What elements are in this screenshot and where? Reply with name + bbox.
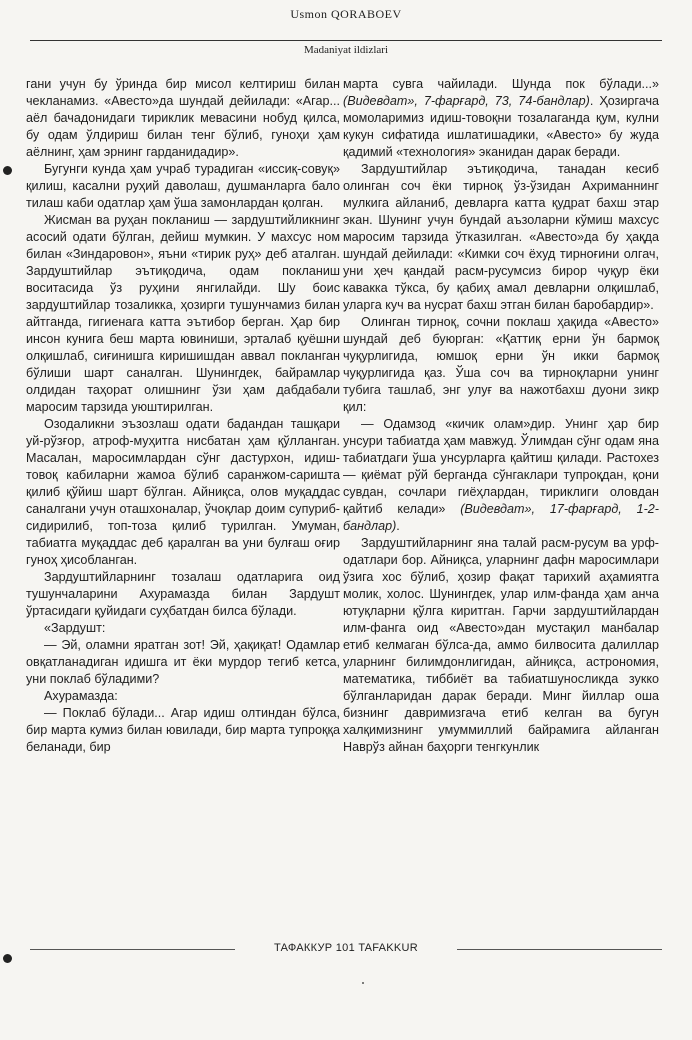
paragraph: Зардуштийлар эътиқодича, танадан кесиб олинган соч ёки тирноқ ўз-ўзидан Ахриманнинг мулкига айланиб, девларга катта қудрат бахш этар экан. Шунинг учун бундай аъзоларни кўмиш махсус маросим тарзида ўтказилган. «Авесто»да бу ҳақда шундай дейилади: «Кимки соч ёхуд тирноғини олгач, уни ҳеч қандай расм-русумсиз бирор чуқур ёки кавакка тўкса, бу қабиҳ амал девларни олқишлаб, уларга куч ва нусрат бахш этган билан баробардир». — [343, 162, 659, 312]
footer-page-number: ТАФАККУР 101 TAFAKKUR — [273, 942, 419, 954]
paragraph-text: . — [396, 519, 400, 533]
paragraph: Жисман ва руҳан покланиш — зардуштийликнинг асосий одати бўлган, дейиш мумкин. У махсус ном билан «Зиндаровон», яъни «тирик руҳ» деб аталган. Зардуштийлар эътиқодича, одам покланиш воситасида ўз руҳини янгилайди. Шу боис зардуштийлар тозаликка, ҳозирги тушунчамиз билан айтганда, гигиенага катта эътибор берган. Ҳар бир инсон кунига беш марта ювиниши, эрталаб қуёшни олқишлаб, сиғинишга киришишдан аввал покланган бўлиши шарт саналган. Шунингдек, байрамлар олдидан таҳорат олишнинг ўзи ҳам дабдабали маросим тарзида уюштирилган. — [26, 213, 340, 414]
punch-hole-mark — [3, 954, 12, 963]
paragraph: Озодаликни эъзозлаш одати бадандан ташқари уй-рўзғор, атроф-муҳитга нисбатан ҳам қўлланган. Масалан, маросимлардан сўнг дастурхон, идиш-товоқ кабиларни жамоа бўлиб саранжом-саришта қилиб қўйиш шарт бўлган. Айниқса, олов муқаддас саналгани учун оташхоналар, ўчоқлар доим супуриб-сидирилиб, топ-тоза қилиб турилган. Умуман, табиатга муқаддас деб қаралган ва уни булғаш оғир гуноҳ ҳисобланган. — [26, 417, 340, 567]
paragraph: «Зардушт: — [44, 621, 106, 635]
punch-hole-mark — [3, 166, 12, 175]
paragraph: Бугунги кунда ҳам учраб турадиган «иссиқ-совуқ» қилиш, касални руҳий даволаш, душманларга бало тилаш каби одатлар ҳам ўша замонлардан қолган. — [26, 162, 340, 210]
citation: (Видевдат», 7-фарғард, 73, 74-бандлар) — [343, 94, 590, 108]
header-rule — [30, 40, 662, 41]
paragraph: Ахурамазда: — [44, 689, 118, 703]
paragraph-text: . Ҳозиргача момоларимиз идиш-товоқни тозалаганда қум, кулни кукун сифатида ишлатишадики, «Авесто» бу жуда қадимий «технология» эканидан дарак беради. — [343, 94, 660, 159]
paragraph-text: — Одамзод «кичик олам»дир. Унинг ҳар бир унсури табиатда ҳам мавжуд. Ўлимдан сўнг одам яна табиатдаги ўша унсурларга қайтиш қилади. Растохез — қиёмат рўй берганда сўнгаклари тупроқдан, қони сувдан, сочлари гиёҳлардан, тириклиги оловдан қайтиб келади» — [343, 417, 659, 516]
paragraph-text: марта сувга чайилади. Шунда пок бўлади...» — [343, 77, 659, 91]
right-text-column — [343, 76, 659, 756]
paragraph: Зардуштийларнинг яна талай расм-русум ва урф-одатлари бор. Айниқса, уларнинг дафн маросимлари ўзига хос бўлиб, ҳозир фақат тарихий аҳамиятга молик, холос. Шунингдек, улар илм-фанда ҳам анча ютуқларни қўлга киритган. Гарчи зардуштийлардан илм-фанга оид «Авесто»дан мустақил манбалар етиб келмаган бўлса-да, аммо билвосита далиллар уларнинг билимдонлигидан, айниқса, астрономия, математика, тиббиёт ва табиатшуносликда зукко бўлганларидан дарак беради. Минг йиллар оша бизнинг давримизгача етиб келган ва бугун халқимизнинг умуммиллий байрамига айланган Наврўз айнан баҳорги тенгкунлик — [343, 536, 659, 754]
paragraph: — Поклаб бўлади... Агар идиш олтиндан бўлса, бир марта кумиз билан ювилади, бир марта тупроққа беланади, бир — [26, 706, 340, 754]
paragraph: Зардуштийларнинг тозалаш одатларига оид тушунчаларини Ахурамазда билан Зардушт ўртасидаги қуйидаги суҳбатдан билса бўлади. — [26, 570, 340, 618]
citation: (Видевдат», 17-фарғард, 1-2-бандлар) — [343, 502, 660, 533]
paragraph: гани учун бу ўринда бир мисол келтириш билан чекланамиз. «Авесто»да шундай дейилади: «Агар... аёл бачадонидаги тириклик мевасини нобуд қилса, бу одам ўлдириш билан тенг бўлиб, гуноҳи ҳам аёлнинг, ҳам эрнинг гарданидадир». — [26, 77, 340, 159]
running-head-subtitle: Madaniyat ildizlari — [304, 44, 388, 56]
footer-rule-right — [457, 949, 662, 950]
paragraph — [343, 76, 659, 161]
page-footer — [30, 938, 662, 960]
left-text-column — [26, 76, 340, 756]
running-head-author: Usmon QORABOEV — [290, 7, 402, 21]
speck-mark — [362, 982, 364, 984]
paragraph: Олинган тирноқ, сочни поклаш ҳақида «Авесто» шундай деб буюрган: «Қаттиқ ерни ўн бармоқ чуқурлигида, юмшоқ ерни ўн икки бармоқ чуқурлигида қаз. Ўша соч ва тирноқларни унинг тубига ташлаб, энг улуғ ва нажотбахш дуони зикр қил: — [343, 315, 659, 414]
paragraph: — Эй, оламни яратган зот! Эй, ҳақиқат! Одамлар овқатланадиган идишга ит ёки мурдор тегиб кетса, уни поклаб бўладими? — [26, 638, 340, 686]
page-header — [0, 0, 692, 70]
paragraph — [343, 416, 659, 535]
